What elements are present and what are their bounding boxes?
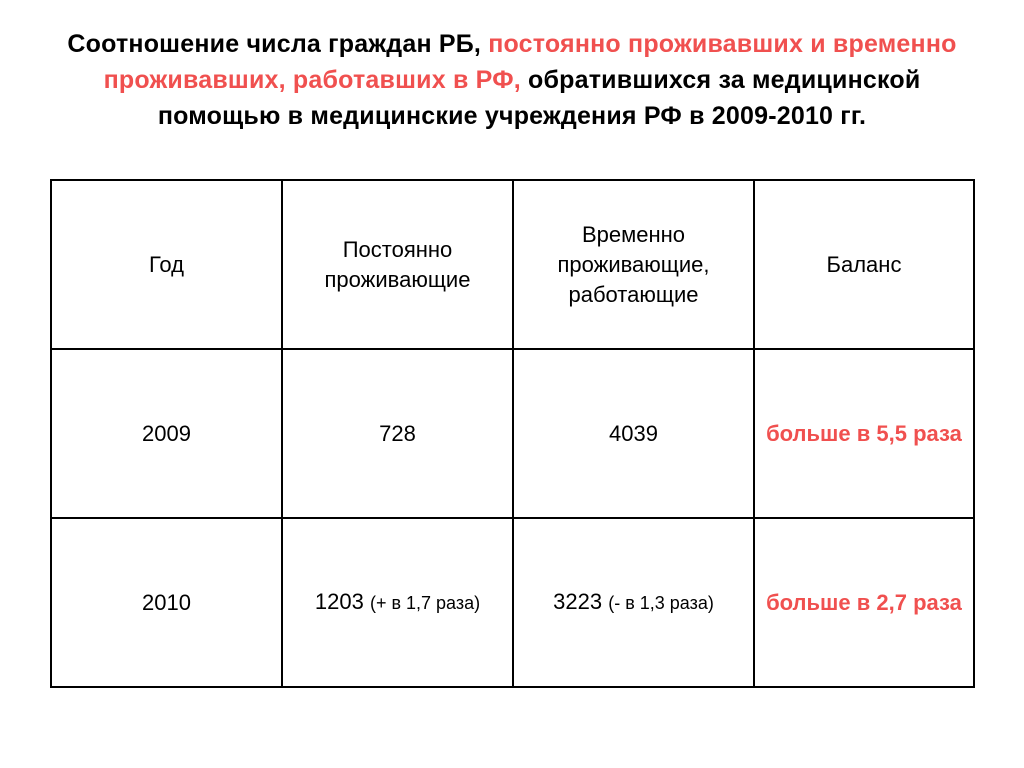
cell-year: 2009: [51, 349, 282, 518]
table-row: [51, 349, 974, 518]
temporary-change-note: (- в 1,3 раза): [608, 593, 714, 613]
table-row: [51, 518, 974, 687]
title-part-1: Соотношение числа граждан РБ,: [67, 30, 489, 58]
slide-title: [40, 26, 984, 134]
cell-balance: больше в 2,7 раза: [754, 518, 974, 687]
table-header-row: [51, 180, 974, 349]
cell-balance: больше в 5,5 раза: [754, 349, 974, 518]
title-part-2-highlight: постоянно проживавших и временно проживавших, работавших в РФ,: [103, 30, 957, 94]
permanent-value: 728: [379, 420, 416, 446]
data-table: [50, 179, 975, 688]
cell-temporary: [513, 349, 754, 518]
header-permanent: Постоянно проживающие: [282, 180, 513, 349]
cell-permanent: [282, 349, 513, 518]
temporary-value: 3223: [553, 589, 603, 614]
header-temporary: Временно проживающие, работающие: [513, 180, 754, 349]
cell-temporary: [513, 518, 754, 687]
cell-permanent: [282, 518, 513, 687]
permanent-change-note: (+ в 1,7 раза): [369, 593, 481, 613]
permanent-value: 1203: [314, 589, 364, 614]
title-part-3: обратившихся за медицинской помощью в медицинские учреждения РФ в 2009-2010 гг.: [157, 66, 921, 130]
header-year: Год: [51, 180, 282, 349]
cell-year: 2010: [51, 518, 282, 687]
temporary-value: 4039: [609, 420, 658, 446]
header-balance: Баланс: [754, 180, 974, 349]
